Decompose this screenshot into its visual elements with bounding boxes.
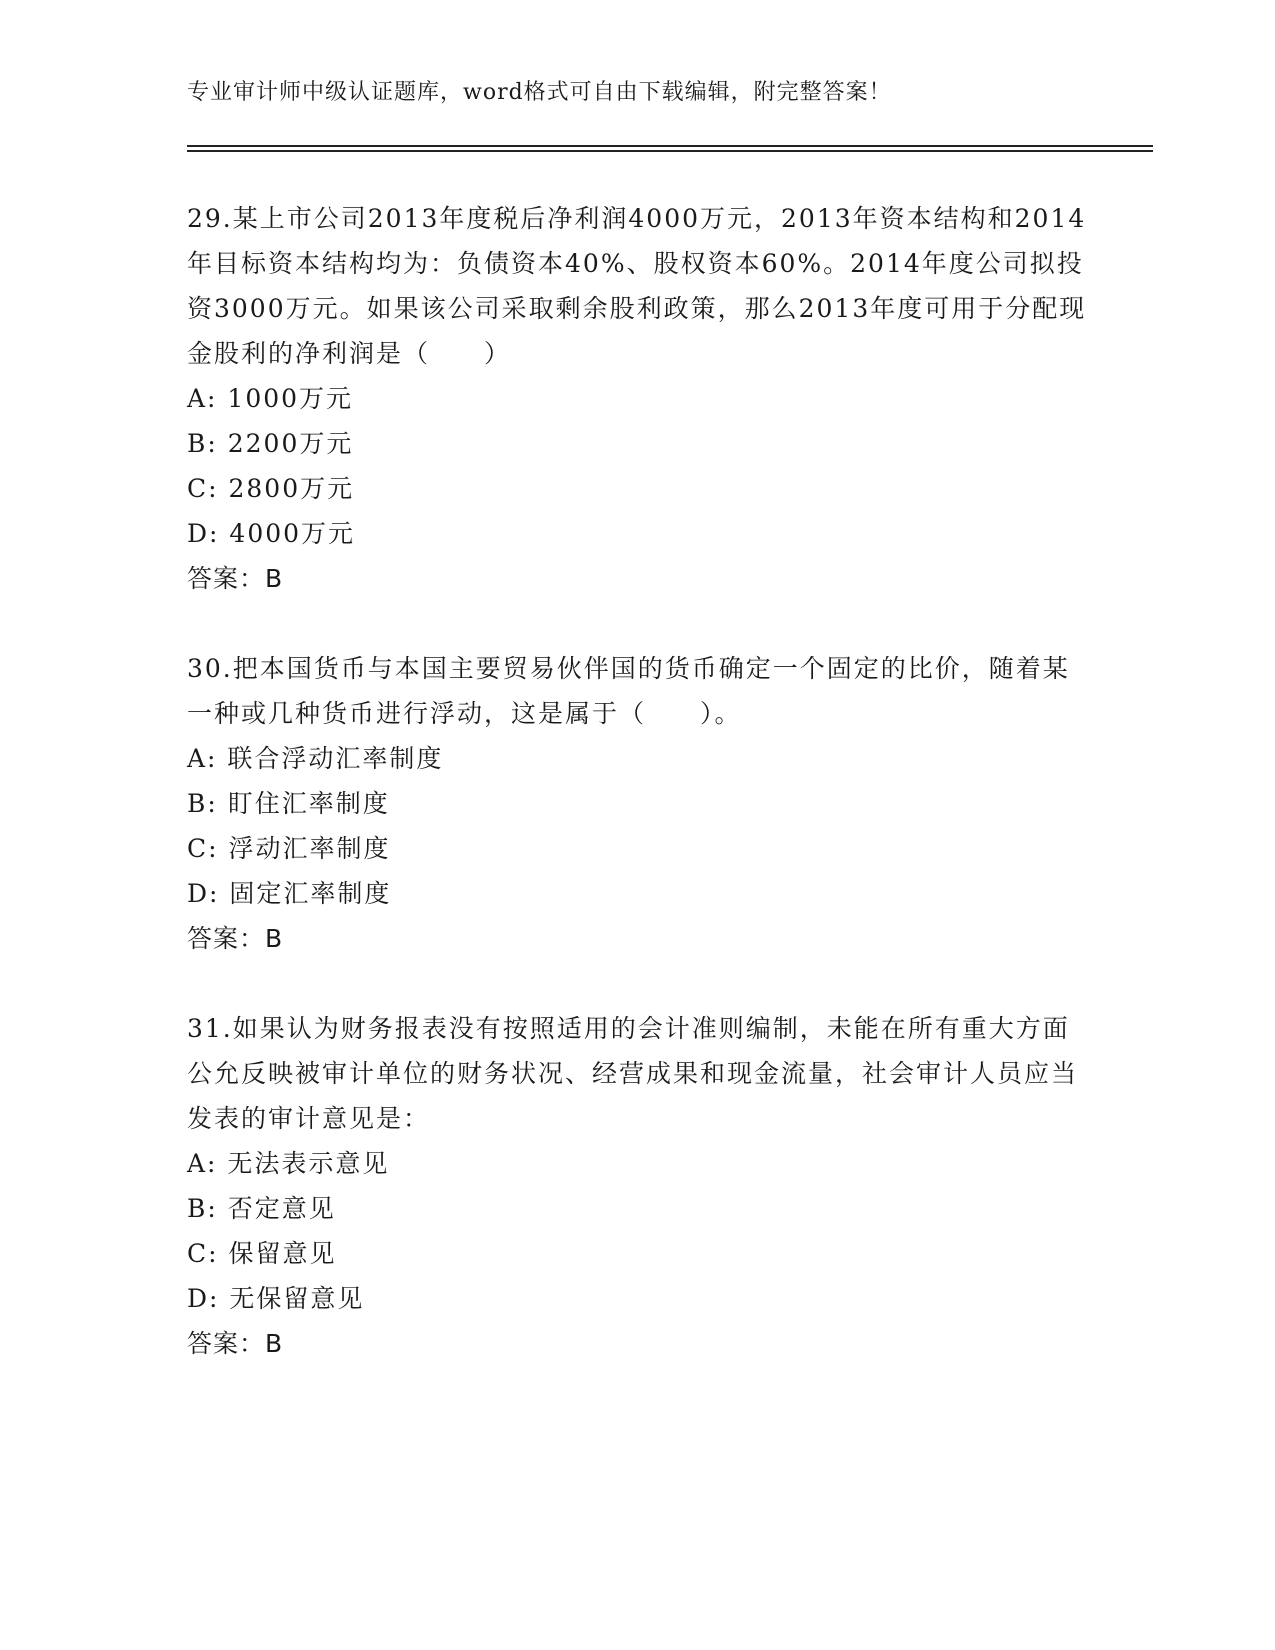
option-a: A: 联合浮动汇率制度 <box>187 744 444 773</box>
option-b: B: 否定意见 <box>187 1194 336 1223</box>
option-d: D: 4000万元 <box>187 519 356 548</box>
question-text: 30.把本国货币与本国主要贸易伙伴国的货币确定一个固定的比价，随着某一种或几种货币进行浮动，这是属于（ ）。 <box>187 654 1070 728</box>
question-31 <box>187 1006 1087 1366</box>
option-c: C: 浮动汇率制度 <box>187 834 391 863</box>
header-rule-bottom <box>187 150 1153 152</box>
option-d: D: 固定汇率制度 <box>187 879 392 908</box>
option-d: D: 无保留意见 <box>187 1284 365 1313</box>
option-c: C: 2800万元 <box>187 474 355 503</box>
option-b: B: 盯住汇率制度 <box>187 789 390 818</box>
page-header: 专业审计师中级认证题库，word格式可自由下载编辑，附完整答案！ <box>187 80 892 105</box>
answer: 答案：B <box>187 924 284 953</box>
answer: 答案：B <box>187 564 284 593</box>
question-29 <box>187 196 1087 601</box>
answer: 答案：B <box>187 1329 284 1358</box>
question-text: 29.某上市公司2013年度税后净利润4000万元，2013年资本结构和2014年目标资本结构均为：负债资本40%、股权资本60%。2014年度公司拟投资3000万元。如果该公司采取剩余股利政策，那么2013年度可用于分配现金股利的净利润是（ ） <box>187 204 1087 368</box>
option-b: B: 2200万元 <box>187 429 354 458</box>
option-a: A: 无法表示意见 <box>187 1149 390 1178</box>
question-text: 31.如果认为财务报表没有按照适用的会计准则编制，未能在所有重大方面公允反映被审计单位的财务状况、经营成果和现金流量，社会审计人员应当发表的审计意见是： <box>187 1014 1079 1133</box>
header-rule-top <box>187 145 1153 147</box>
option-a: A: 1000万元 <box>187 384 354 413</box>
question-30 <box>187 646 1087 961</box>
option-c: C: 保留意见 <box>187 1239 337 1268</box>
